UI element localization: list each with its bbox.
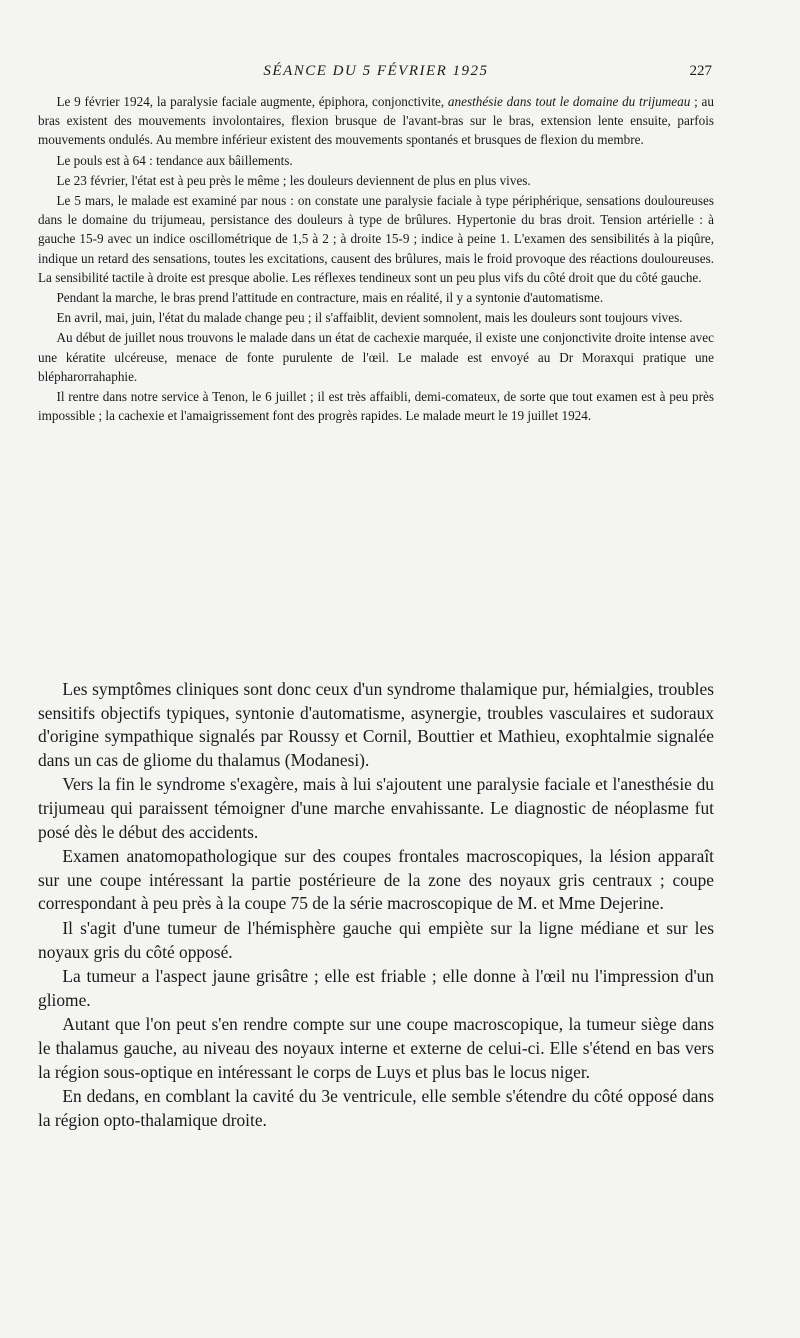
paragraph: En dedans, en comblant la cavité du 3e ventricule, elle semble s'étendre du côté opposé dans la région opto-thalamique droite. <box>38 1086 714 1130</box>
paragraph: Les symptômes cliniques sont donc ceux d'un syndrome thalamique pur, hémialgies, troubles sensitifs objectifs typiques, syntonie d'automatisme, asynergie, troubles vasculaires et sudoraux d'origine sympathique signalés par Roussy et Cornil, Bouttier et Mathieu, exophtalmie signalée dans un cas de gliome du thalamus (Modanesi). <box>38 679 714 770</box>
page-number: 227 <box>689 63 712 79</box>
paragraph: Le pouls est à 64 : tendance aux bâillements. <box>56 152 293 168</box>
paragraph: En avril, mai, juin, l'état du malade change peu ; il s'affaiblit, devient somnolent, mais les douleurs sont toujours vives. <box>56 310 683 326</box>
paragraph: Examen anatomopathologique sur des coupes frontales macroscopiques, la lésion apparaît sur une coupe intéressant la partie postérieure de la zone des noyaux gris centraux ; coupe correspondant à peu près à la coupe 75 de la série macroscopique de M. et Mme Dejerine. <box>38 846 714 914</box>
paragraph: Le 5 mars, le malade est examiné par nous : on constate une paralysie faciale à type périphérique, sensations douloureuses dans le domaine du trijumeau, persistance des douleurs à type de brûlures. Hypertonie du bras droit. Tension artérielle : à gauche 15-9 avec un indice oscillométrique de 1,5 à 2 ; à droite 15-9 ; indice à peine 1. L'examen des sensibilités à la piqûre, indique un retard des sensations, toutes les excitations, causent des brûlures, mais le froid provoque des réactions douloureuses. La sensibilité tactile à droite est presque abolie. Les réflexes tendineux sont un peu plus vifs du côté droit que du côté gauche. <box>38 193 714 285</box>
paragraph <box>38 92 714 150</box>
paragraph-text: ; au bras existent des mouvements involontaires, flexion brusque de l'avant-bras sur le bras, extension lente ensuite, parfois mouvements ondulés. Au membre inférieur existent des mouvements spontanés et brusques de flexion du membre. <box>38 94 715 148</box>
running-head: SÉANCE DU 5 FÉVRIER 1925 <box>263 63 489 79</box>
paragraph: Vers la fin le syndrome s'exagère, mais à lui s'ajoutent une paralysie faciale et l'anesthésie du trijumeau qui paraissent témoigner d'une marche envahissante. Le diagnostic de néoplasme fut posé dès le début des accidents. <box>38 774 714 842</box>
discussion-section <box>38 678 714 1133</box>
case-history-section <box>38 92 714 426</box>
paragraph: La tumeur a l'aspect jaune grisâtre ; elle est friable ; elle donne à l'œil nu l'impression d'un gliome. <box>38 966 714 1010</box>
paragraph-text: Le 9 février 1924, la paralysie faciale augmente, épiphora, conjonctivite, <box>56 94 448 109</box>
page-header <box>40 63 712 85</box>
paragraph: Il s'agit d'une tumeur de l'hémisphère gauche qui empiète sur la ligne médiane et sur les noyaux gris du côté opposé. <box>38 917 714 962</box>
paragraph: Le 23 février, l'état est à peu près le même ; les douleurs deviennent de plus en plus vives. <box>56 172 531 188</box>
paragraph: Au début de juillet nous trouvons le malade dans un état de cachexie marquée, il existe une conjonctivite droite intense avec une kératite ulcéreuse, menace de fonte purulente de l'œil. Le malade est envoyé au Dr Moraxqui pratique une blépharorrahaphie. <box>38 330 714 384</box>
italic-phrase: anesthésie dans tout le domaine du trijumeau <box>447 94 691 109</box>
paragraph: Autant que l'on peut s'en rendre compte sur une coupe macroscopique, la tumeur siège dans le thalamus gauche, au niveau des noyaux interne et externe de celui-ci. Elle s'étend en bas vers la région sous-optique en intéressant le corps de Luys et plus bas le locus niger. <box>38 1014 714 1082</box>
paragraph: Pendant la marche, le bras prend l'attitude en contracture, mais en réalité, il y a syntonie d'automatisme. <box>56 290 604 306</box>
paragraph: Il rentre dans notre service à Tenon, le 6 juillet ; il est très affaibli, demi-comateux, de sorte que tout examen est à peu près impossible ; la cachexie et l'amaigrissement font des progrès rapides. Le malade meurt le 19 juillet 1924. <box>38 389 714 424</box>
